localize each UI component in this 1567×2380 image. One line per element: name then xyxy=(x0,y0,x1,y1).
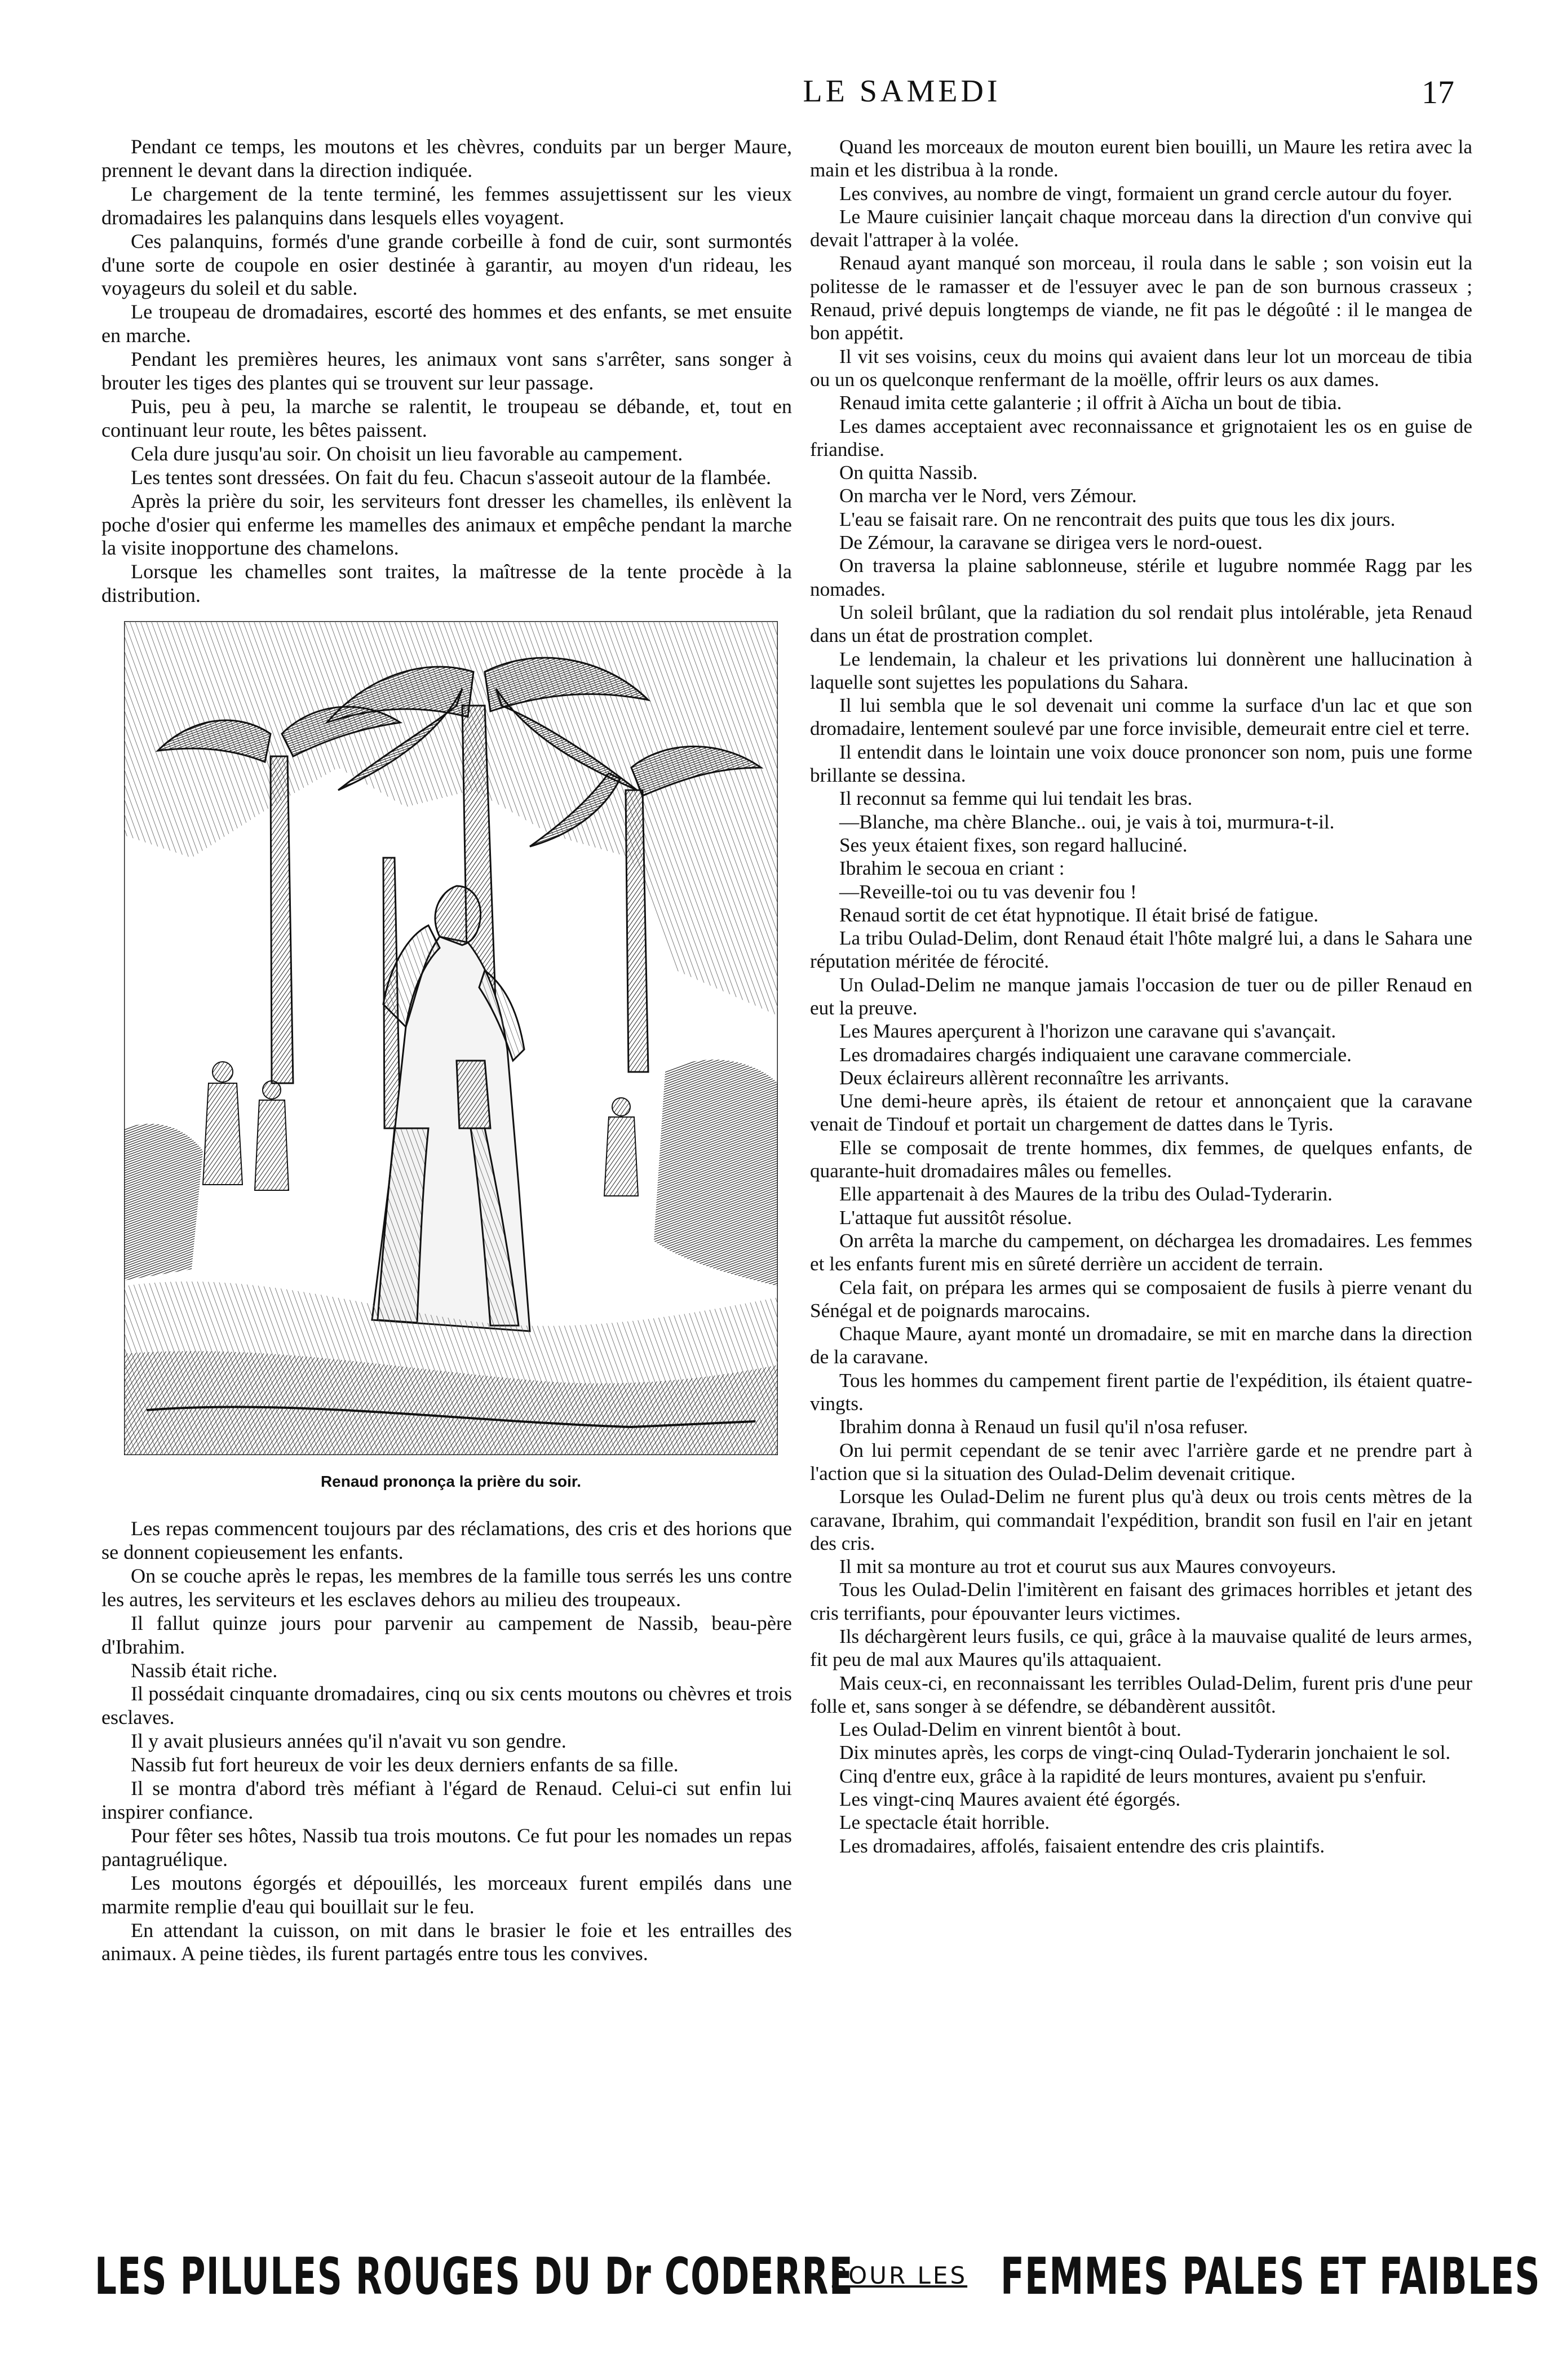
right-column xyxy=(810,135,1472,1858)
paragraph: Cela dure jusqu'au soir. On choisit un lieu favorable au campement. xyxy=(131,442,683,465)
paragraph: Le Maure cuisinier lançait chaque morceau dans la direction d'un convive qui devait l'attraper à la volée. xyxy=(810,205,1472,251)
advert-left-text: LES PILULES ROUGES DU Dr CODERRE xyxy=(95,2247,853,2306)
paragraph: Il entendit dans le lointain une voix douce prononcer son nom, puis une forme brillante se dessina. xyxy=(810,741,1472,787)
paragraph: Les Oulad-Delim en vinrent bientôt à bout. xyxy=(839,1718,1181,1741)
paragraph: Pendant les premières heures, les animaux vont sans s'arrêter, sans songer à brouter les tiges des plantes qui se trouvent sur leur passage. xyxy=(101,348,792,395)
engraving-illustration xyxy=(124,621,778,1455)
paragraph: On arrêta la marche du campement, on déchargea les dromadaires. Les femmes et les enfants furent mis en sûreté derrière un accident de terrain. xyxy=(810,1229,1472,1275)
paragraph: Les Maures aperçurent à l'horizon une caravane qui s'avançait. xyxy=(839,1020,1336,1043)
paragraph: Après la prière du soir, les serviteurs font dresser les chamelles, ils enlèvent la poche d'osier qui enferme les mamelles des animaux et empêche pendant la marche la visite inopportune des chamelons. xyxy=(101,489,792,560)
paragraph: Un soleil brûlant, que la radiation du sol rendait plus intolérable, jeta Renaud dans un état de prostration complet. xyxy=(810,601,1472,647)
paragraph: Ils déchargèrent leurs fusils, ce qui, grâce à la mauvaise qualité de leurs armes, fit peu de mal aux Maures qu'ils attaquaient. xyxy=(810,1625,1472,1671)
paragraph: Il vit ses voisins, ceux du moins qui avaient dans leur lot un morceau de tibia ou un os quelconque renfermant de la moëlle, offrir leurs os aux dames. xyxy=(810,345,1472,391)
paragraph: On se couche après le repas, les membres de la famille tous serrés les uns contre les autres, les serviteurs et les esclaves dehors au milieu des troupeaux. xyxy=(101,1564,792,1611)
left-column-before xyxy=(101,135,792,608)
paragraph: Elle se composait de trente hommes, dix femmes, de quelques enfants, de quarante-huit dromadaires mâles ou femelles. xyxy=(810,1136,1472,1182)
paragraph: Une demi-heure après, ils étaient de retour et annonçaient que la caravane venait de Tindouf et portait un chargement de dattes dans le Tyris. xyxy=(810,1090,1472,1136)
paragraph: Il possédait cinquante dromadaires, cinq ou six cents moutons ou chèvres et trois esclaves. xyxy=(101,1682,792,1729)
paragraph: Il lui sembla que le sol devenait uni comme la surface d'un lac et que son dromadaire, lentement soulevé par une force invisible, demeurait entre ciel et terre. xyxy=(810,694,1472,740)
paragraph: Ibrahim donna à Renaud un fusil qu'il n'osa refuser. xyxy=(839,1416,1249,1438)
paragraph: Ces palanquins, formés d'une grande corbeille à fond de cuir, sont surmontés d'une sorte de coupole en osier destinée à garantir, au moyen d'un rideau, les voyageurs du soleil et du sable. xyxy=(101,229,792,300)
paragraph: De Zémour, la caravane se dirigea vers le nord-ouest. xyxy=(839,531,1263,554)
paragraph: En attendant la cuisson, on mit dans le brasier le foie et les entrailles des animaux. A peine tièdes, ils furent partagés entre tous les convives. xyxy=(101,1918,792,1965)
paragraph: Les tentes sont dressées. On fait du feu. Chacun s'asseoit autour de la flambée. xyxy=(131,466,772,489)
paragraph: On traversa la plaine sablonneuse, stérile et lugubre nommée Ragg par les nomades. xyxy=(810,555,1472,600)
paragraph: Ses yeux étaient fixes, son regard halluciné. xyxy=(839,834,1188,856)
paragraph: Cinq d'entre eux, grâce à la rapidité de leurs montures, avaient pu s'enfuir. xyxy=(839,1765,1427,1787)
paragraph: Tous les Oulad-Delin l'imitèrent en faisant des grimaces horribles et jetant des cris terrifiants, pour épouvanter leurs victimes. xyxy=(810,1579,1472,1624)
paragraph: Mais ceux-ci, en reconnaissant les terribles Oulad-Delim, furent pris d'une peur folle et, sans songer à se défendre, se débandèrent aussitôt. xyxy=(810,1672,1472,1717)
paragraph: Les dromadaires, affolés, faisaient entendre des cris plaintifs. xyxy=(839,1834,1325,1857)
paragraph: Ibrahim le secoua en criant : xyxy=(839,857,1065,880)
paragraph: On lui permit cependant de se tenir avec l'arrière garde et ne prendre part à l'action que si la situation des Oulad-Delim devenait critique. xyxy=(810,1439,1472,1484)
page-title: LE SAMEDI xyxy=(803,74,1001,109)
paragraph: L'attaque fut aussitôt résolue. xyxy=(839,1206,1072,1229)
left-column xyxy=(101,135,792,1966)
paragraph: Les repas commencent toujours par des réclamations, des cris et des horions que se donnent copieusement les enfants. xyxy=(101,1517,792,1564)
paragraph: Un Oulad-Delim ne manque jamais l'occasion de tuer ou de piller Renaud en eut la preuve. xyxy=(810,973,1472,1019)
paragraph: Quand les morceaux de mouton eurent bien bouilli, un Maure les retira avec la main et les distribua à la ronde. xyxy=(810,136,1472,181)
paragraph: Cela fait, on prépara les armes qui se composaient de fusils à pierre venant du Sénégal et de poignards marocains. xyxy=(810,1276,1472,1322)
paragraph: Nassib fut fort heureux de voir les deux derniers enfants de sa fille. xyxy=(131,1753,679,1776)
paragraph: Le lendemain, la chaleur et les privations lui donnèrent une hallucination à laquelle sont sujettes les populations du Sahara. xyxy=(810,648,1472,693)
paragraph: Le chargement de la tente terminé, les femmes assujettissent sur les vieux dromadaires les palanquins dans lesquels elles voyagent. xyxy=(101,182,792,229)
page-number: 17 xyxy=(1422,74,1454,110)
paragraph: Renaud imita cette galanterie ; il offrit à Aïcha un bout de tibia. xyxy=(839,392,1342,414)
paragraph: Chaque Maure, ayant monté un dromadaire, se mit en marche dans la direction de la caravane. xyxy=(810,1323,1472,1368)
paragraph: Les moutons égorgés et dépouillés, les morceaux furent empilés dans une marmite remplie d'eau qui bouillait sur le feu. xyxy=(101,1871,792,1918)
paragraph: —Blanche, ma chère Blanche.. oui, je vais à toi, murmura-t-il. xyxy=(839,810,1335,833)
paragraph: Nassib était riche. xyxy=(131,1659,278,1682)
paragraph: Le troupeau de dromadaires, escorté des hommes et des enfants, se met ensuite en marche. xyxy=(101,300,792,347)
paragraph: Pour fêter ses hôtes, Nassib tua trois moutons. Ce fut pour les nomades un repas pantagruélique. xyxy=(101,1824,792,1871)
paragraph: Renaud sortit de cet état hypnotique. Il était brisé de fatigue. xyxy=(839,903,1319,926)
paragraph: Il y avait plusieurs années qu'il n'avait vu son gendre. xyxy=(131,1730,566,1753)
paragraph: Dix minutes après, les corps de vingt-cinq Oulad-Tyderarin jonchaient le sol. xyxy=(839,1741,1451,1764)
paragraph: Il mit sa monture au trot et courut sus aux Maures convoyeurs. xyxy=(839,1555,1336,1578)
paragraph: Renaud ayant manqué son morceau, il roula dans le sable ; son voisin eut la politesse de le ramasser et de l'essuyer avec le pan de son burnous crasseux ; Renaud, privé depuis longtemps de viande, ne fit pas le dégoûté : il le mangea de bon appétit. xyxy=(810,252,1472,344)
advert-right-text: FEMMES PALES ET FAIBLES xyxy=(1001,2247,1541,2306)
running-head xyxy=(85,68,1454,113)
advertisement-banner xyxy=(85,2246,1541,2308)
paragraph: Deux éclaireurs allèrent reconnaître les arrivants. xyxy=(839,1066,1229,1089)
paragraph: Il reconnut sa femme qui lui tendait les bras. xyxy=(839,787,1193,810)
paragraph: —Reveille-toi ou tu vas devenir fou ! xyxy=(839,880,1137,903)
paragraph: Il se montra d'abord très méfiant à l'égard de Renaud. Celui-ci sut enfin lui inspirer confiance. xyxy=(101,1777,792,1823)
paragraph: On quitta Nassib. xyxy=(839,462,978,484)
paragraph: Lorsque les chamelles sont traites, la maîtresse de la tente procède à la distribution. xyxy=(101,560,792,607)
paragraph: On marcha ver le Nord, vers Zémour. xyxy=(839,485,1137,507)
paragraph: L'eau se faisait rare. On ne rencontrait des puits que tous les dix jours. xyxy=(839,508,1396,530)
paragraph: La tribu Oulad-Delim, dont Renaud était l'hôte malgré lui, a dans le Sahara une réputation méritée de férocité. xyxy=(810,927,1472,973)
paragraph: Les dromadaires chargés indiquaient une caravane commerciale. xyxy=(839,1043,1352,1066)
paragraph: Les vingt-cinq Maures avaient été égorgés. xyxy=(839,1788,1181,1811)
paragraph: Lorsque les Oulad-Delim ne furent plus qu'à deux ou trois cents mètres de la caravane, Ibrahim, qui commandait l'expédition, brandit son fusil en l'air en jetant des cris. xyxy=(810,1486,1472,1554)
paragraph: Elle appartenait à des Maures de la tribu des Oulad-Tyderarin. xyxy=(839,1183,1333,1205)
paragraph: Les dames acceptaient avec reconnaissance et grignotaient les os en guise de friandise. xyxy=(810,415,1472,460)
paragraph: Le spectacle était horrible. xyxy=(839,1811,1050,1834)
advert-middle-text: POUR LES xyxy=(831,2262,968,2289)
figure-caption: Renaud prononça la prière du soir. xyxy=(320,1473,582,1491)
paragraph: Tous les hommes du campement firent partie de l'expédition, ils étaient quatre-vingts. xyxy=(810,1369,1472,1415)
paragraph: Il fallut quinze jours pour parvenir au campement de Nassib, beau-père d'Ibrahim. xyxy=(101,1611,792,1658)
paragraph: Puis, peu à peu, la marche se ralentit, le troupeau se débande, et, tout en continuant leur route, les bêtes paissent. xyxy=(101,395,792,441)
paragraph: Pendant ce temps, les moutons et les chèvres, conduits par un berger Maure, prennent le devant dans la direction indiquée. xyxy=(101,135,792,181)
left-column-after xyxy=(101,1517,792,1966)
illustration-figure xyxy=(124,621,778,1493)
paragraph: Les convives, au nombre de vingt, formaient un grand cercle autour du foyer. xyxy=(839,182,1453,205)
